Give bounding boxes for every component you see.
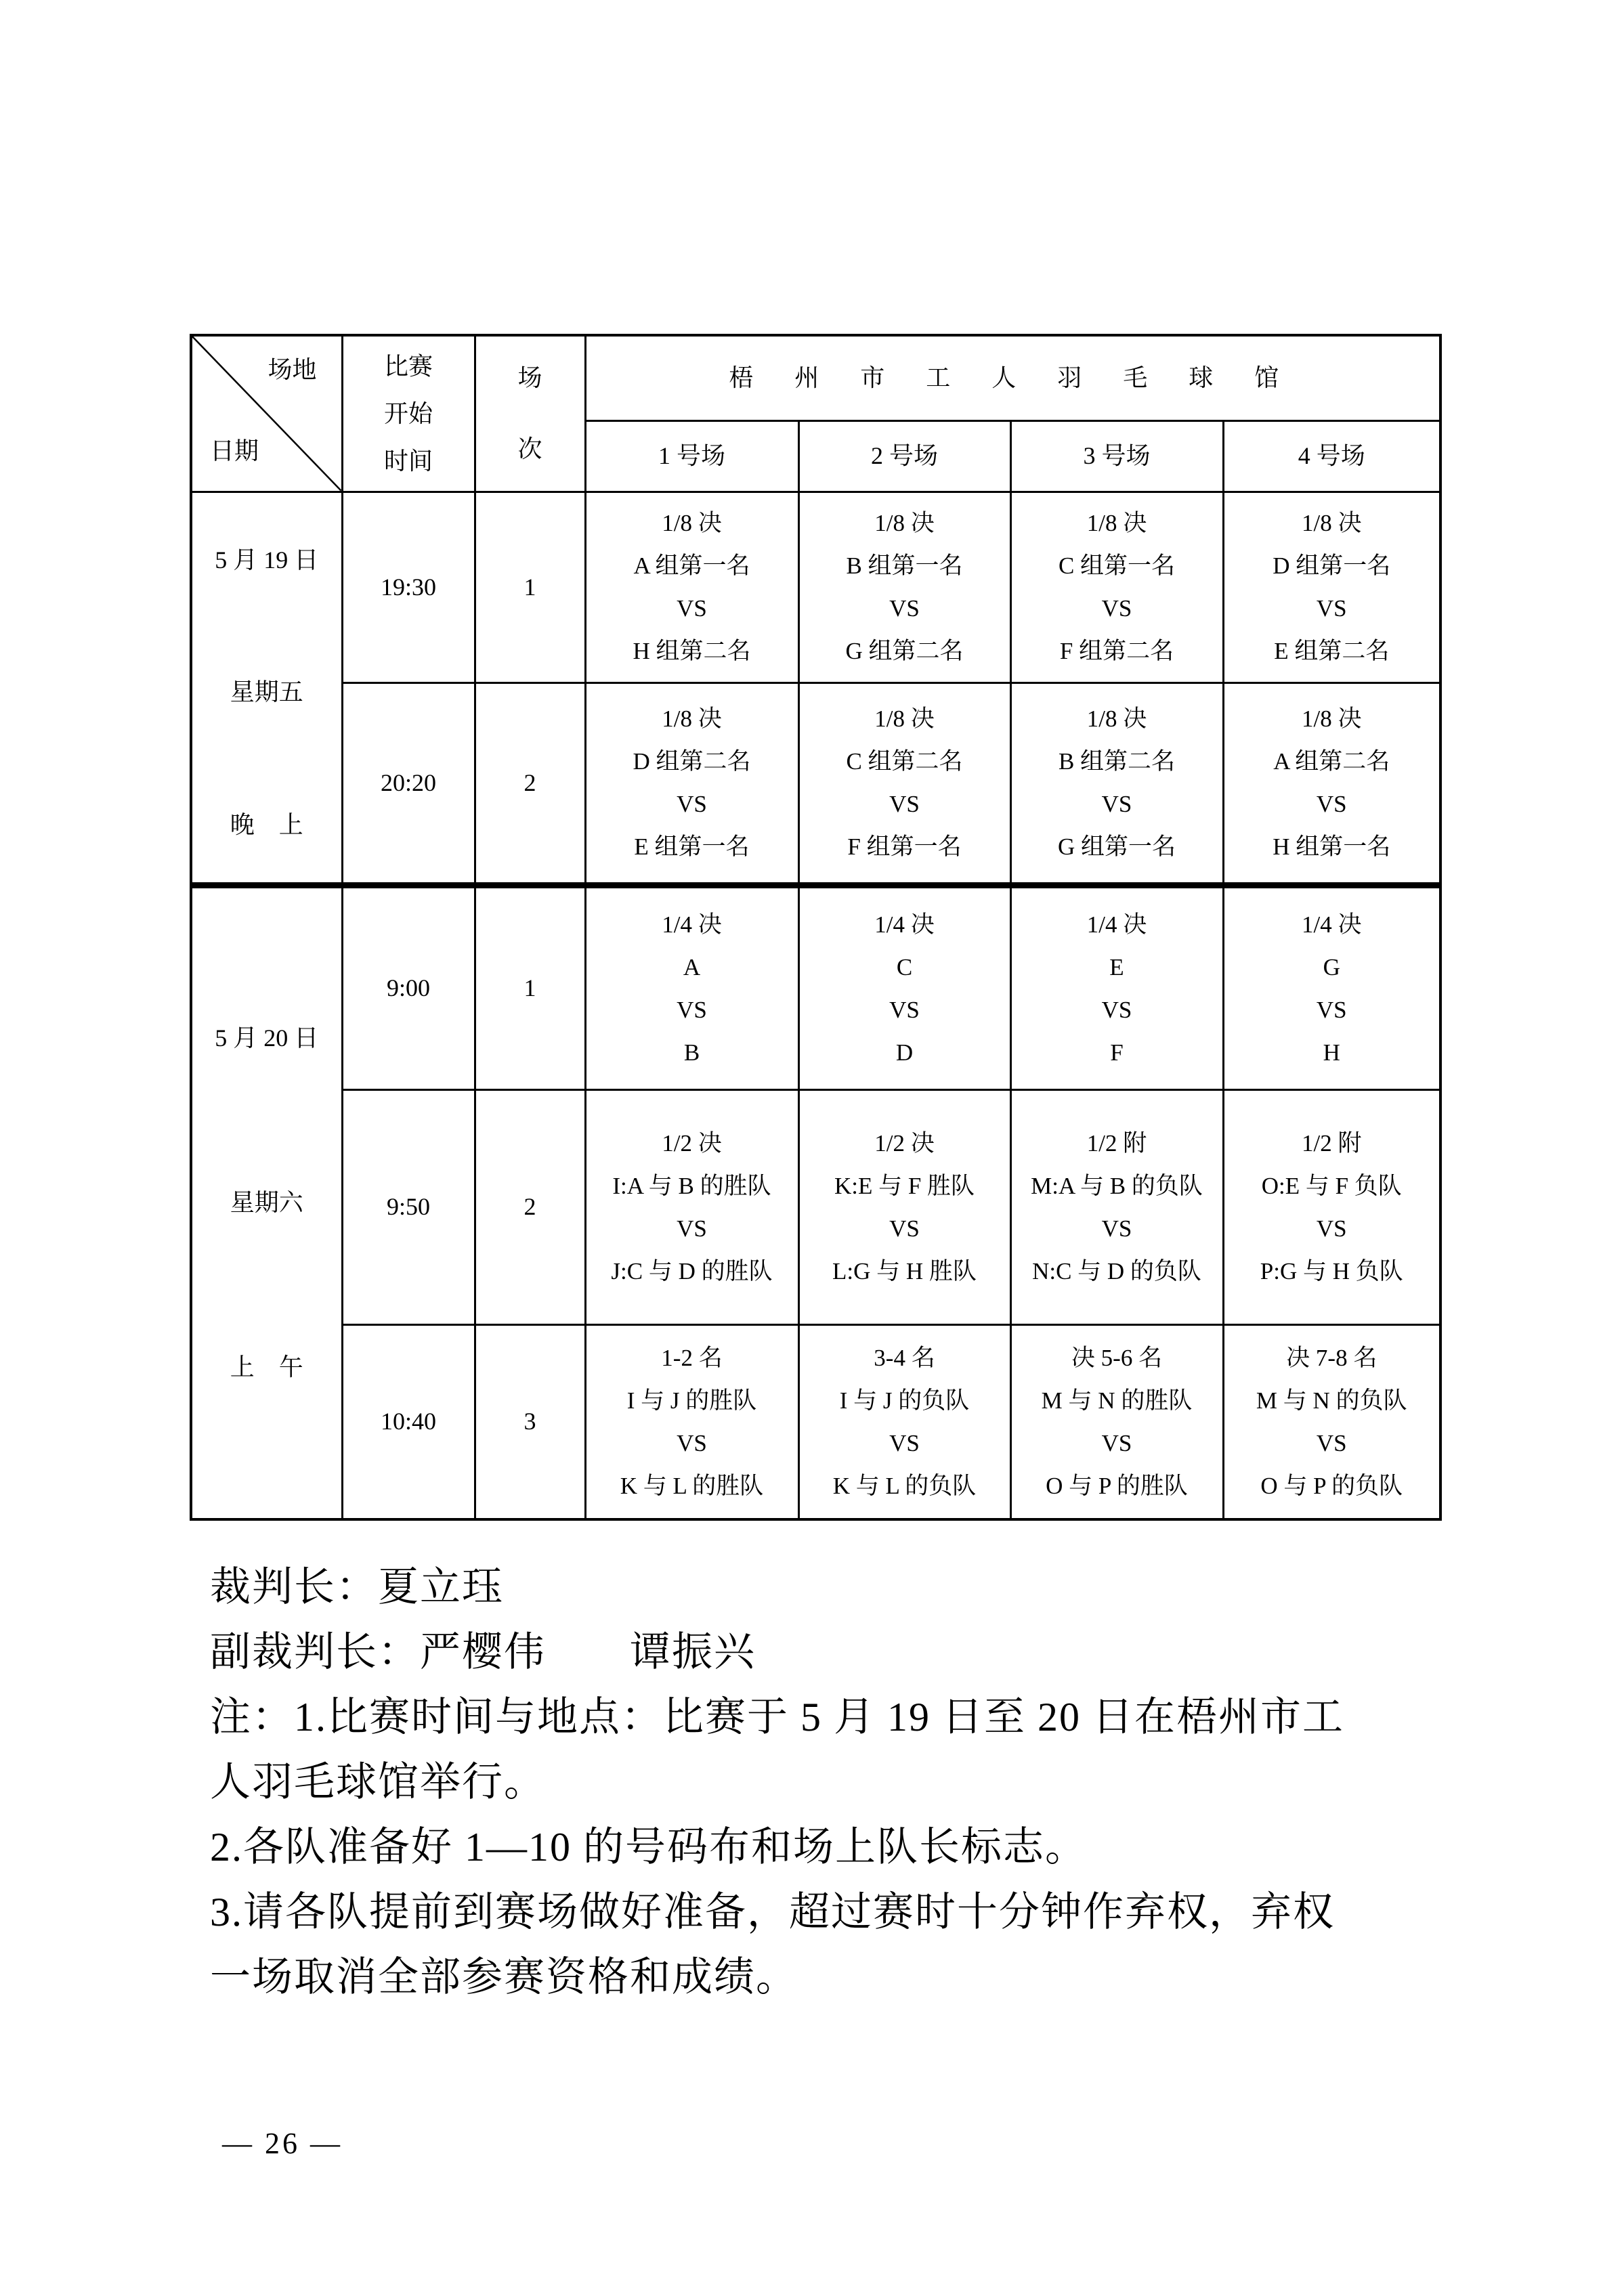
vs-label: VS: [1316, 791, 1347, 818]
session-cell: 3: [475, 1325, 585, 1519]
vs-label: VS: [1101, 1215, 1132, 1242]
time-cell: 20:20: [342, 683, 475, 885]
referee-line: 裁判长：夏立珏: [210, 1565, 504, 1609]
match-cell: [1223, 683, 1440, 885]
team-bottom: E 组第二名: [1274, 638, 1390, 665]
note-line-3-cont: 一场取消全部参赛资格和成绩。: [210, 1955, 798, 1999]
team-top: K:E 与 F 胜队: [834, 1172, 975, 1199]
team-bottom: F 组第一名: [847, 833, 962, 861]
team-top: I 与 J 的负队: [839, 1387, 970, 1414]
match-cell: [798, 492, 1010, 683]
vs-label: VS: [1316, 595, 1347, 622]
match-cell: [1223, 1325, 1440, 1519]
team-bottom: G 组第二名: [845, 638, 964, 665]
vs-label: VS: [889, 791, 920, 818]
match-cell: [1010, 1089, 1223, 1324]
vs-label: VS: [1316, 1215, 1347, 1242]
team-top: O:E 与 F 负队: [1261, 1172, 1402, 1199]
team-top: M 与 N 的负队: [1256, 1387, 1407, 1414]
team-top: C 组第一名: [1058, 553, 1176, 580]
vs-label: VS: [1316, 1429, 1347, 1456]
round-label: 1/2 决: [874, 1129, 935, 1156]
vs-label: VS: [1101, 1429, 1132, 1456]
session-cell: 2: [475, 1089, 585, 1324]
team-bottom: E 组第一名: [634, 833, 750, 861]
daypart-line: 晚 上: [230, 811, 303, 839]
match-cell: [585, 683, 798, 885]
team-top: M 与 N 的胜队: [1041, 1387, 1193, 1414]
note-line-1-cont: 人羽毛球馆举行。: [210, 1760, 546, 1804]
round-label: 1/4 决: [662, 911, 722, 938]
round-label: 1/8 决: [1302, 706, 1362, 733]
round-label: 1/4 决: [874, 911, 935, 938]
round-label: 1/8 决: [874, 510, 935, 537]
vs-label: VS: [677, 996, 707, 1023]
team-bottom: H 组第一名: [1273, 833, 1391, 861]
note-line-3: 3.请各队提前到赛场做好准备，超过赛时十分钟作弃权，弃权: [210, 1890, 1335, 1934]
date-cell-may20: [191, 885, 342, 1519]
vs-label: VS: [677, 791, 707, 818]
schedule-table: [190, 334, 1442, 1521]
round-label: 1/8 决: [662, 706, 722, 733]
schedule-table-wrap: [190, 334, 1442, 1521]
corner-label-venue: 场地: [268, 356, 317, 383]
court-header-2: 2 号场: [798, 420, 1010, 492]
round-label: 1-2 名: [661, 1344, 723, 1371]
vs-label: VS: [889, 1215, 920, 1242]
header-start-time: 比赛 开始 时间: [342, 335, 475, 492]
footer-notes: [210, 1555, 1449, 2010]
date-line: 5 月 19 日: [215, 546, 319, 573]
match-cell: [585, 1089, 798, 1324]
team-bottom: O 与 P 的胜队: [1046, 1472, 1188, 1499]
team-top: I 与 J 的胜队: [626, 1387, 757, 1414]
vs-label: VS: [1101, 595, 1132, 622]
team-top: A 组第二名: [1273, 748, 1390, 775]
round-label: 1/4 决: [1086, 911, 1147, 938]
match-cell: [1010, 1325, 1223, 1519]
match-cell: [1010, 885, 1223, 1089]
daypart-line: 上 午: [230, 1353, 303, 1381]
round-label: 1/8 决: [1086, 510, 1147, 537]
vs-label: VS: [1101, 996, 1132, 1023]
round-label: 1/8 决: [1302, 510, 1362, 537]
weekday-line: 星期六: [230, 1188, 303, 1216]
team-bottom: G 组第一名: [1057, 833, 1176, 861]
team-top: G: [1323, 953, 1340, 980]
team-bottom: F: [1110, 1039, 1124, 1066]
team-bottom: D: [895, 1039, 914, 1066]
match-cell: [585, 492, 798, 683]
time-cell: 9:00: [342, 885, 475, 1089]
vs-label: VS: [677, 595, 707, 622]
note-line-1: 注：1.比赛时间与地点：比赛于 5 月 19 日至 20 日在梧州市工: [210, 1695, 1344, 1739]
round-label: 决 7-8 名: [1286, 1344, 1377, 1371]
vs-label: VS: [677, 1215, 707, 1242]
team-top: D 组第一名: [1273, 553, 1391, 580]
round-label: 1/2 附: [1086, 1129, 1147, 1156]
session-cell: 1: [475, 885, 585, 1089]
vs-label: VS: [889, 1429, 920, 1456]
match-cell: [798, 1325, 1010, 1519]
team-top: B 组第二名: [1058, 748, 1176, 775]
time-cell: 9:50: [342, 1089, 475, 1324]
team-bottom: P:G 与 H 负队: [1260, 1257, 1403, 1284]
team-bottom: L:G 与 H 胜队: [832, 1257, 977, 1284]
team-bottom: F 组第二名: [1059, 638, 1174, 665]
match-cell: [1010, 683, 1223, 885]
round-label: 1/2 决: [662, 1129, 722, 1156]
team-bottom: J:C 与 D 的胜队: [611, 1257, 773, 1284]
diagonal-line: [192, 337, 341, 491]
venue-header: 梧 州 市 工 人 羽 毛 球 馆: [585, 335, 1440, 420]
round-label: 决 5-6 名: [1071, 1344, 1163, 1371]
team-bottom: B: [683, 1039, 700, 1066]
round-label: 1/8 决: [874, 706, 935, 733]
weekday-line: 星期五: [230, 678, 303, 706]
team-top: C: [896, 953, 913, 980]
team-bottom: K 与 L 的胜队: [620, 1472, 764, 1499]
match-cell: [585, 885, 798, 1089]
round-label: 1/8 决: [1086, 706, 1147, 733]
corner-cell: [191, 335, 342, 492]
team-top: A 组第一名: [633, 553, 750, 580]
match-cell: [798, 683, 1010, 885]
note-line-2: 2.各队准备好 1—10 的号码布和场上队长标志。: [210, 1825, 1087, 1869]
team-top: M:A 与 B 的负队: [1031, 1172, 1203, 1199]
team-bottom: K 与 L 的负队: [832, 1472, 977, 1499]
corner-label-date: 日期: [210, 437, 259, 465]
vs-label: VS: [1316, 996, 1347, 1023]
team-bottom: H 组第二名: [633, 638, 751, 665]
match-cell: [1223, 492, 1440, 683]
court-header-4: 4 号场: [1223, 420, 1440, 492]
vs-label: VS: [889, 595, 920, 622]
team-top: C 组第二名: [846, 748, 963, 775]
date-line: 5 月 20 日: [215, 1024, 319, 1052]
team-top: D 组第二名: [633, 748, 751, 775]
team-top: I:A 与 B 的胜队: [612, 1172, 771, 1199]
header-session: 场 次: [475, 335, 585, 492]
vs-label: VS: [1101, 791, 1132, 818]
session-cell: 2: [475, 683, 585, 885]
match-cell: [798, 1089, 1010, 1324]
court-header-3: 3 号场: [1010, 420, 1223, 492]
session-cell: 1: [475, 492, 585, 683]
round-label: 3-4 名: [874, 1344, 935, 1371]
team-bottom: H: [1323, 1039, 1340, 1066]
match-cell: [1010, 492, 1223, 683]
team-bottom: O 与 P 的负队: [1260, 1472, 1403, 1499]
time-cell: 19:30: [342, 492, 475, 683]
deputy-referee-line: 副裁判长：严樱伟 谭振兴: [210, 1630, 756, 1674]
vs-label: VS: [677, 1429, 707, 1456]
date-cell-may19: [191, 492, 342, 885]
round-label: 1/4 决: [1302, 911, 1362, 938]
round-label: 1/8 决: [662, 510, 722, 537]
time-cell: 10:40: [342, 1325, 475, 1519]
team-top: A: [683, 953, 701, 980]
team-bottom: N:C 与 D 的负队: [1032, 1257, 1201, 1284]
round-label: 1/2 附: [1302, 1129, 1362, 1156]
match-cell: [585, 1325, 798, 1519]
team-top: E: [1109, 953, 1124, 980]
vs-label: VS: [889, 996, 920, 1023]
page-number: — 26 —: [222, 2127, 343, 2160]
team-top: B 组第一名: [846, 553, 963, 580]
match-cell: [798, 885, 1010, 1089]
match-cell: [1223, 885, 1440, 1089]
match-cell: [1223, 1089, 1440, 1324]
court-header-1: 1 号场: [585, 420, 798, 492]
